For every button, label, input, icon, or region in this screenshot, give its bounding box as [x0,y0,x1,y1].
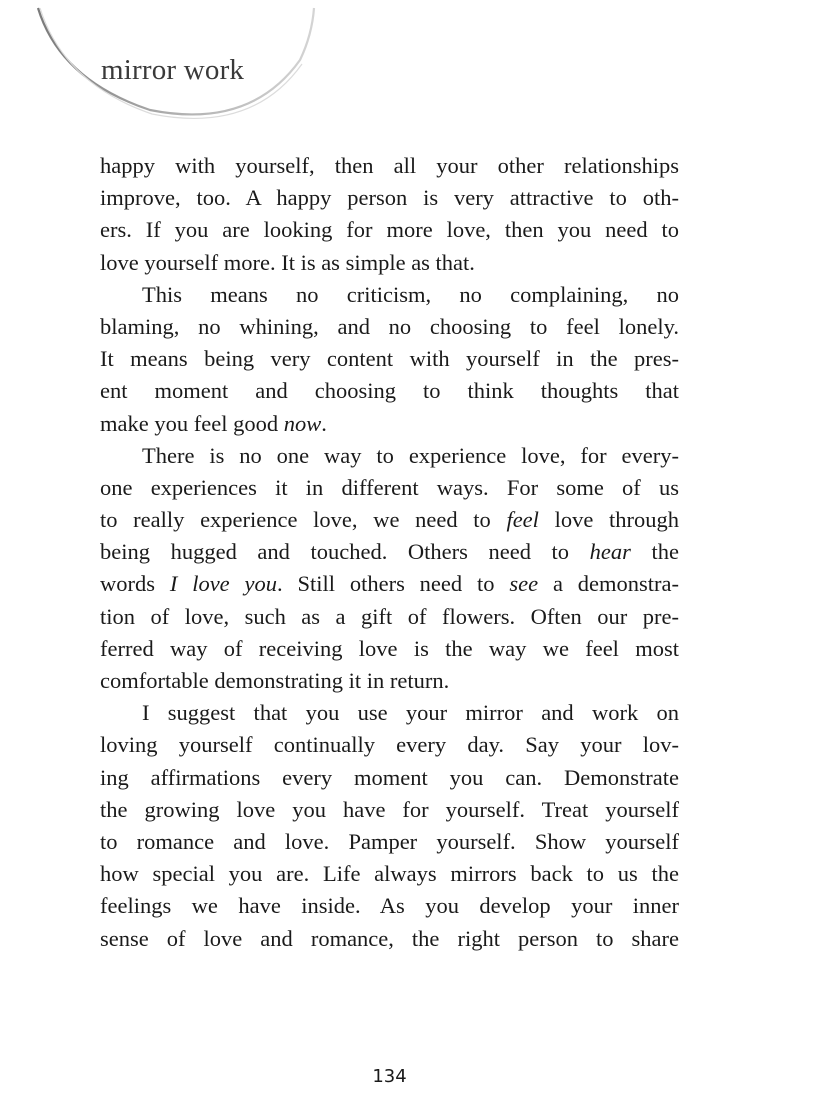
text-line [100,890,679,922]
text-line [100,279,679,311]
text-line [100,150,679,182]
text-line [100,504,679,536]
text-line [100,858,679,890]
text-run: being hugged and touched. Others need to [100,539,590,565]
text-run: ers. If you are looking for more love, then you need to [100,217,679,243]
italic-run: now [283,410,322,436]
text-run: . [321,410,327,436]
text-line [100,182,679,214]
italic-run: hear [589,539,631,565]
text-run: . Still others need to [277,571,510,597]
text-run: a demonstra- [538,571,679,597]
page-number: 134 [372,1066,407,1087]
text-run: the [630,539,679,565]
text-line [100,408,679,440]
text-run: This means no criticism, no complaining, no [142,281,679,307]
text-run: tion of love, such as a gift of flowers. Often our pre- [100,603,679,629]
text-run: one experiences it in different ways. For some of us [100,474,679,500]
text-run: to romance and love. Pamper yourself. Show yourself [100,828,679,854]
text-run: words [100,571,170,597]
text-line [100,440,679,472]
text-line [100,472,679,504]
running-head-title: mirror work [101,54,245,86]
text-run: love through [538,507,680,533]
text-run: ing affirmations every moment you can. Demonstrate [100,764,679,790]
text-run: happy with yourself, then all your other relationships [100,153,679,178]
text-run: It means being very content with yourself in the pres- [100,346,679,372]
text-run: the growing love you have for yourself. Treat yourself [100,796,679,822]
text-run: sense of love and romance, the right person to share [100,925,679,951]
text-line [100,247,679,279]
italic-run: I love you [169,571,278,597]
text-line [100,214,679,246]
text-line [100,729,679,761]
text-line [100,311,679,343]
text-run: I suggest that you use your mirror and work on [142,700,679,726]
text-run: to really experience love, we need to [100,507,507,533]
text-run: comfortable demonstrating it in return. [100,668,450,693]
italic-run: feel [506,507,539,533]
text-run: improve, too. A happy person is very attractive to oth- [100,185,679,211]
text-line [100,762,679,794]
text-line [100,633,679,665]
text-run: loving yourself continually every day. Say your lov- [100,732,679,758]
text-line [100,826,679,858]
text-line [100,665,679,697]
italic-run: see [509,571,539,597]
body-text [100,150,679,955]
text-line [100,697,679,729]
text-line [100,536,679,568]
text-line [100,923,679,955]
text-run: ferred way of receiving love is the way we feel most [100,635,679,661]
text-run: how special you are. Life always mirrors back to us the [100,861,679,887]
text-run: feelings we have inside. As you develop your inner [100,893,679,919]
text-run: ent moment and choosing to think thoughts that [100,378,679,404]
text-run: make you feel good [100,410,284,436]
text-run: There is no one way to experience love, for every- [142,442,679,468]
text-line [100,343,679,375]
text-line [100,601,679,633]
text-run: blaming, no whining, and no choosing to feel lonely. [100,313,679,339]
text-line [100,794,679,826]
text-line [100,375,679,407]
text-run: love yourself more. It is as simple as that. [100,249,475,275]
text-line [100,568,679,600]
